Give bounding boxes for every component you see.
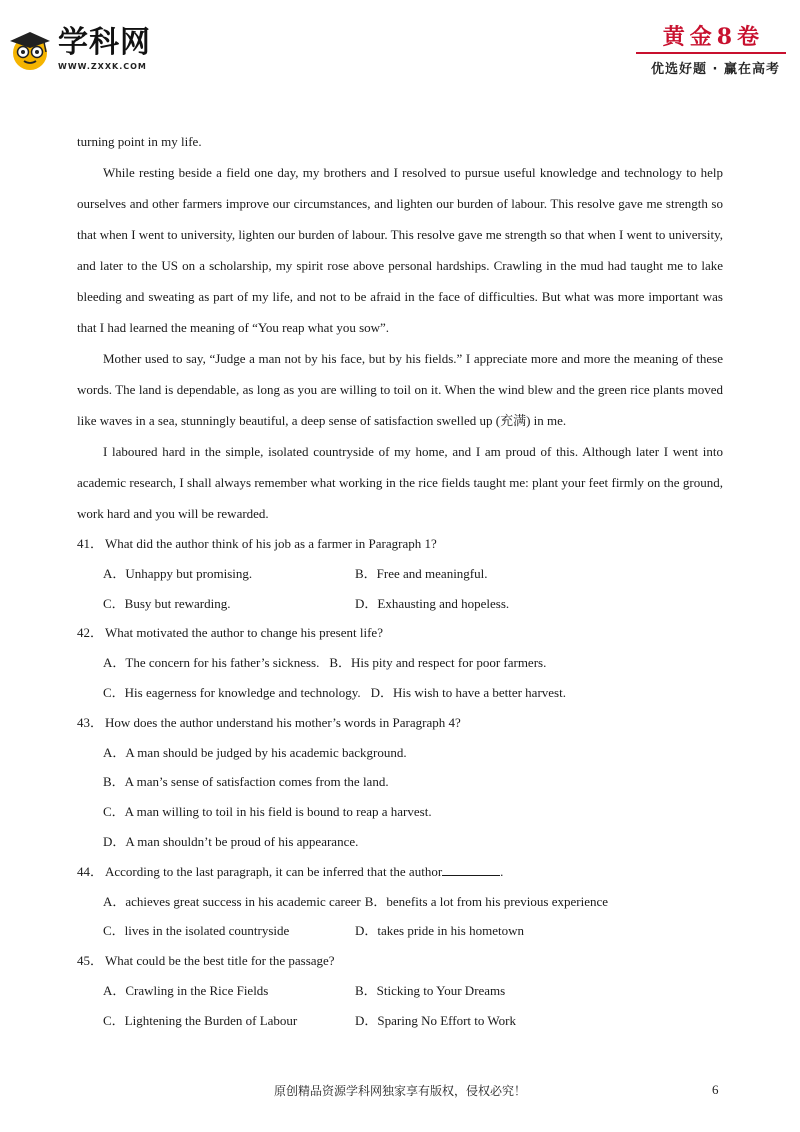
question-list <box>77 529 723 1036</box>
option-row <box>77 1006 723 1036</box>
question-stem <box>77 857 723 887</box>
answer-option[interactable]: D．His wish to have a better harvest. <box>370 684 566 700</box>
answer-option[interactable]: B．Sticking to Your Dreams <box>355 982 506 998</box>
question-number: 41． <box>77 536 104 551</box>
page-content <box>77 126 723 1036</box>
answer-option[interactable]: C．Lightening the Burden of Labour <box>103 1012 298 1028</box>
passage-paragraph: Mother used to say, “Judge a man not by his face, but by his fields.” I appreciate more and more the meaning of these words. The land is dependable, as long as you are willing to toil on it. When the wind blew and the green rice plants moved like waves in a sea, stunningly beautiful, a deep sense of satisfaction swelled up (充满) in me. <box>77 351 723 428</box>
question-stem <box>77 529 723 559</box>
answer-blank[interactable] <box>442 865 500 876</box>
answer-option[interactable]: B．benefits a lot from his previous experience <box>364 893 609 909</box>
answer-option[interactable]: A．A man should be judged by his academic background. <box>103 744 407 760</box>
answer-option[interactable]: D．takes pride in his hometown <box>355 923 524 939</box>
logo-wordmark: 学科网 <box>58 25 151 60</box>
question-number: 42． <box>77 625 104 641</box>
answer-option[interactable]: C．His eagerness for knowledge and technology. <box>103 684 361 700</box>
zxxk-logo <box>8 24 188 76</box>
answer-option[interactable]: B．A man’s sense of satisfaction comes from the land. <box>103 774 389 790</box>
passage-paragraph: I laboured hard in the simple, isolated countryside of my home, and I am proud of this. Although later I went into academic research, I shall always remember what working in the rice fields taught me: plant your feet firmly on the ground, work hard and you will be rewarded. <box>77 444 723 521</box>
answer-option[interactable]: D．Sparing No Effort to Work <box>355 1012 516 1028</box>
option-row <box>77 797 723 827</box>
question-text: What could be the best title for the passage? <box>105 953 335 969</box>
brand-title: 黄金8卷 <box>662 24 764 50</box>
brand-slogan: 优选好题 · 赢在高考 <box>651 62 780 77</box>
question-number: 45． <box>77 953 104 969</box>
question-text: What motivated the author to change his present life? <box>105 625 383 641</box>
question-stem <box>77 618 723 648</box>
answer-option[interactable]: C．lives in the isolated countryside <box>103 923 290 939</box>
question-text: According to the last paragraph, it can be inferred that the author <box>105 863 443 879</box>
answer-option[interactable]: B．His pity and respect for poor farmers. <box>329 655 547 671</box>
option-row <box>77 976 723 1006</box>
passage-paragraph: While resting beside a field one day, my brothers and I resolved to pursue useful knowledge and technology to help ourselves and other farmers improve our circumstances, and lighten our burden of labour. This resolve gave me strength so that when I went to university, lighten our burden of labour. This resolve gave me strength so that when I went to university, and later to the US on a scholarship, my spirit rose above personal hardships. Crawling in the mud had taught me to lake bleeding and sweating as part of my life, and not to be afraid in the face of difficulties. But what was more important was that I had learned the meaning of “You reap what you sow”. <box>77 165 723 335</box>
scholar-face-icon <box>8 28 52 72</box>
option-row <box>77 648 723 678</box>
question-stem <box>77 708 723 738</box>
answer-option[interactable]: A．Crawling in the Rice Fields <box>103 982 269 998</box>
option-row <box>77 738 723 768</box>
option-row <box>77 827 723 857</box>
option-row <box>77 559 723 589</box>
answer-option[interactable]: B．Free and meaningful. <box>355 565 488 581</box>
question-text: What did the author think of his job as a farmer in Paragraph 1? <box>105 536 437 551</box>
brand-divider <box>636 52 786 54</box>
logo-url: WWW.ZXXK.COM <box>58 62 147 71</box>
answer-option[interactable]: D．A man shouldn’t be proud of his appearance. <box>103 833 359 849</box>
question-number: 43． <box>77 714 104 730</box>
option-row <box>77 589 723 619</box>
answer-option[interactable]: A．Unhappy but promising. <box>103 565 253 581</box>
passage-paragraph: turning point in my life. <box>77 134 202 149</box>
reading-passage <box>77 126 723 529</box>
brand-badge <box>636 18 786 80</box>
option-row <box>77 887 723 917</box>
answer-option[interactable]: C．A man willing to toil in his field is bound to reap a harvest. <box>103 804 432 820</box>
question-stem <box>77 946 723 976</box>
copyright-notice: 原创精品资源学科网独家享有版权，侵权必究！ <box>273 1084 526 1098</box>
option-row <box>77 916 723 946</box>
question-text: How does the author understand his mother’s words in Paragraph 4? <box>105 714 461 730</box>
question-text-end: . <box>500 863 504 879</box>
answer-option[interactable]: A．The concern for his father’s sickness. <box>103 655 320 671</box>
answer-option[interactable]: D．Exhausting and hopeless. <box>355 595 510 611</box>
answer-option[interactable]: A．achieves great success in his academic career <box>103 893 361 909</box>
option-row <box>77 678 723 708</box>
answer-option[interactable]: C．Busy but rewarding. <box>103 595 231 611</box>
option-row <box>77 767 723 797</box>
question-number: 44． <box>77 863 104 879</box>
page-number: 6 <box>712 1082 719 1097</box>
